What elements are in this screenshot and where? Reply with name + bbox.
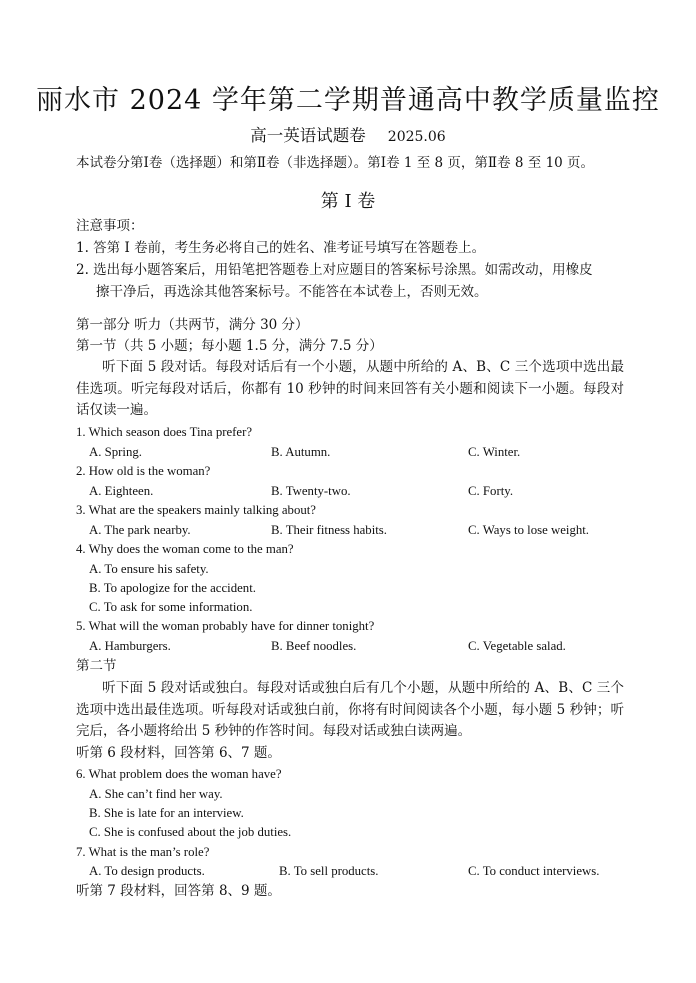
q7-option-c: C. To conduct interviews. — [468, 864, 600, 878]
part1-heading: 第一部分 听力（共两节，满分 30 分） — [76, 317, 309, 333]
q6-option-b: B. She is late for an interview. — [89, 806, 244, 820]
question-4: 4. Why does the woman come to the man? — [76, 542, 294, 556]
q4-option-b: B. To apologize for the accident. — [89, 581, 256, 595]
q6-option-c: C. She is confused about the job duties. — [89, 825, 292, 839]
q3-option-a: A. The park nearby. — [89, 523, 191, 537]
q2-option-a: A. Eighteen. — [89, 484, 154, 498]
q5-option-a: A. Hamburgers. — [89, 639, 171, 653]
exam-title: 丽水市 2024 学年第二学期普通高中教学质量监控 — [36, 85, 660, 116]
question-7: 7. What is the man’s role? — [76, 845, 210, 859]
q4-option-c: C. To ask for some information. — [89, 600, 253, 614]
exam-intro: 本试卷分第Ⅰ卷（选择题）和第Ⅱ卷（非选择题）。第Ⅰ卷 1 至 8 页，第Ⅱ卷 8 至 10 页。 — [76, 155, 595, 171]
q7-option-b: B. To sell products. — [279, 864, 379, 878]
q5-option-b: B. Beef noodles. — [271, 639, 357, 653]
notes-item-2: 2. 选出每小题答案后，用铅笔把答题卷上对应题目的答案标号涂黑。如需改动，用橡皮 — [76, 262, 593, 278]
question-6: 6. What problem does the woman have? — [76, 767, 282, 781]
section1-heading: 第一节（共 5 小题；每小题 1.5 分，满分 7.5 分） — [76, 338, 383, 354]
question-3: 3. What are the speakers mainly talking about? — [76, 503, 316, 517]
section1-instructions: 听下面 5 段对话。每段对话后有一个小题，从题中所给的 A、B、C 三个选项中选出最佳选项。听完每段对话后，你都有 10 秒钟的时间来回答有关小题和阅读下一小题。每段对话仅读一遍。 — [76, 359, 624, 418]
material-7-note: 听第 7 段材料，回答第 8、9 题。 — [76, 883, 281, 899]
notes-item-2-cont: 擦干净后，再选涂其他答案标号。不能答在本试卷上，否则无效。 — [96, 284, 488, 300]
exam-date: 2025.06 — [387, 129, 446, 145]
q2-option-c: C. Forty. — [468, 484, 514, 498]
q1-option-c: C. Winter. — [468, 445, 521, 459]
section2-heading: 第二节 — [76, 658, 117, 674]
q5-option-c: C. Vegetable salad. — [468, 639, 566, 653]
question-2: 2. How old is the woman? — [76, 464, 211, 478]
q1-option-b: B. Autumn. — [271, 445, 331, 459]
exam-subtitle — [0, 122, 696, 146]
q7-option-a: A. To design products. — [89, 864, 205, 878]
q6-option-a: A. She can’t find her way. — [89, 787, 223, 801]
q3-option-b: B. Their fitness habits. — [271, 523, 387, 537]
subject-title: 高一英语试题卷 — [250, 126, 366, 145]
section2-instructions: 听下面 5 段对话或独白。每段对话或独白后有几个小题，从题中所给的 A、B、C 三个选项中选出最佳选项。听每段对话或独白前，你将有时间阅读各个小题，每小题 5 秒钟；听完后，各小题将给出 5 秒钟的作答时间。每段对话或独白读两遍。 — [76, 680, 624, 739]
volume-heading: 第 Ⅰ 卷 — [320, 191, 376, 212]
q3-option-c: C. Ways to lose weight. — [468, 523, 590, 537]
notes-heading: 注意事项： — [76, 218, 144, 234]
question-5: 5. What will the woman probably have for dinner tonight? — [76, 619, 375, 633]
q4-option-a: A. To ensure his safety. — [89, 562, 209, 576]
q2-option-b: B. Twenty-two. — [271, 484, 351, 498]
notes-item-1: 1. 答第 Ⅰ 卷前，考生务必将自己的姓名、准考证号填写在答题卷上。 — [76, 240, 486, 256]
question-1: 1. Which season does Tina prefer? — [76, 425, 253, 439]
q1-option-a: A. Spring. — [89, 445, 142, 459]
material-6-note: 听第 6 段材料，回答第 6、7 题。 — [76, 745, 281, 761]
